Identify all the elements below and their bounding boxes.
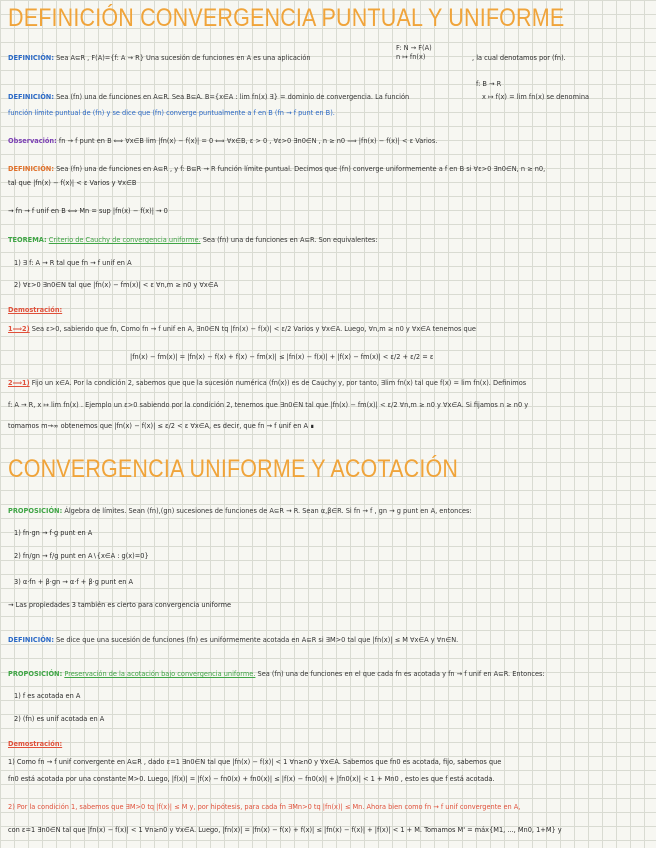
teorema-cauchy <box>8 235 648 246</box>
definicion-label: DEFINICIÓN: <box>8 93 54 101</box>
map-formula <box>396 44 432 62</box>
definicion-text: Se dice que una sucesión de funciones (fn) es uniformemente acotada en A⊆R si ∃M>0 tal que |fn(x)| ≤ M ∀x∈A y ∀n∈N. <box>56 636 459 644</box>
limit-map-line-1: f: B → R <box>476 80 502 88</box>
teorema-title: Criterio de Cauchy de convergencia uniforme. <box>48 236 201 244</box>
proof-step-tag: 1⟹2) <box>8 325 30 333</box>
demostracion-2-p1b: fn0 está acotada por una constante M>0. Luego, |f(x)| = |f(x) − fn0(x) + fn0(x)| ≤ |f(x) − fn0(x)| + |fn0(x)| < 1 + Mn0 , esto es que f está acotada. <box>8 775 495 783</box>
demostracion-2-1-end: tomamos m→∞ obtenemos que |fn(x) − f(x)| ≤ ε/2 < ε ∀x∈A, es decir, que fn → f unif en A ∎ <box>8 422 315 430</box>
proposicion-text: Álgebra de límites. Sean (fn),(gn) sucesiones de funciones de A⊆R → R. Sean α,β∈R. Si fn → f , gn → g punt en A, entonces: <box>64 507 472 515</box>
map-line-2: n ↦ fn(x) <box>396 53 426 61</box>
observacion-text: fn → f punt en B ⟺ ∀x∈B lim |fn(x) − f(x)| = 0 ⟺ ∀x∈B, ε > 0 , ∀ε>0 ∃n0∈N , n ≥ n0 ⟹ |fn(x) − f(x)| < ε Varios. <box>58 137 438 145</box>
map-line-1: F: N → F(A) <box>396 44 432 52</box>
definicion-label: DEFINICIÓN: <box>8 165 54 173</box>
teorema-item-2: 2) ∀ε>0 ∃n0∈N tal que |fn(x) − fm(x)| < ε ∀n,m ≥ n0 y ∀x∈A <box>14 281 219 289</box>
definicion-convergencia-uniforme <box>8 164 648 175</box>
definicion-tail: se denomina <box>546 93 590 101</box>
definicion-label: DEFINICIÓN: <box>8 636 54 644</box>
demostracion-label <box>8 739 648 750</box>
demostracion-2-p1: 1) Como fn → f unif convergente en A⊆R , dado ε=1 ∃n0∈N tal que |fn(x) − f(x)| < 1 ∀n≥n0 y ∀x∈A. Sabemos que fn0 es acotada, fijo, sabemos que <box>8 758 502 766</box>
proposicion-label: PROPOSICIÓN: <box>8 670 63 678</box>
proof-equation: |fn(x) − fm(x)| = |fn(x) − f(x) + f(x) − fm(x)| ≤ |fn(x) − f(x)| + |f(x) − fm(x)| < ε/2 + ε/2 = ε <box>130 353 434 361</box>
proposicion-title: Preservación de la acotación bajo convergencia uniforme. <box>64 670 256 678</box>
definicion-uniformemente-acotada <box>8 635 648 646</box>
definicion-text: Sea (fn) una de funciones en A⊆R , y f: B⊆R → R función límite puntual. Decimos que (fn) converge uniformemente a f en B si ∀ε>0 ∃n0∈N, n ≥ n0, <box>56 165 546 173</box>
section-title-convergencia-puntual-uniforme: DEFINICIÓN CONVERGENCIA PUNTUAL Y UNIFORME <box>8 4 565 32</box>
definicion-label: DEFINICIÓN: <box>8 54 54 62</box>
proposicion-algebra-limites <box>8 506 648 517</box>
limit-map-inline <box>482 92 652 103</box>
proof-step-text: Fijo un x∈A. Por la condición 2, sabemos que que la sucesión numérica (fn(x)) es de Cauchy y, por tanto, ∃lim fn(x) tal que f(x) = lim fn(x). Definimos <box>31 379 527 387</box>
demostracion-1-2 <box>8 324 648 335</box>
definicion-text: Sea (fn) una de funciones en A⊆R. Sea B⊆A. B={x∈A : lim fn(x) ∃} = dominio de convergencia. La función <box>56 93 410 101</box>
demostracion-2-1-cont <box>8 400 648 411</box>
proof-map: f: A → R, x ↦ lim fn(x) <box>8 401 79 409</box>
demostracion-2-p2 <box>8 802 648 813</box>
teorema-text: Sea (fn) una de funciones en A⊆R. Son equivalentes: <box>202 236 378 244</box>
limit-map-formula <box>476 80 501 89</box>
proposicion-item-1: 1) f es acotada en A <box>14 692 81 700</box>
observacion <box>8 136 648 147</box>
proposicion-item-1: 1) fn·gn → f·g punt en A <box>14 529 93 537</box>
demostracion-label <box>8 305 648 316</box>
definicion-limite-puntual <box>8 92 478 103</box>
definicion-tail: , la cual denotamos por (fn). <box>472 54 566 62</box>
definicion-convergencia-uniforme-cont: tal que |fn(x) − f(x)| < ε Varios y ∀x∈B <box>8 179 137 187</box>
teorema-label: TEOREMA: <box>8 236 47 244</box>
proof-step-text: Sea ε>0, sabiendo que fn, Como fn → f unif en A, ∃n0∈N tq |fn(x) − f(x)| < ε/2 Varios y ∀x∈A. Luego, ∀n,m ≥ n0 y ∀x∈A tenemos que <box>31 325 476 333</box>
proposicion-item-2: 2) (fn) es unif acotada en A <box>14 715 105 723</box>
demostracion-2-1 <box>8 378 648 389</box>
demostracion-title: Demostración: <box>8 306 63 314</box>
proposicion-preservacion-acotacion <box>8 669 648 680</box>
proposicion-text: Sea (fn) una de funciones en el que cada fn es acotada y fn → f unif en A⊆R. Entonces: <box>257 670 545 678</box>
section-title-convergencia-uniforme-acotacion: CONVERGENCIA UNIFORME Y ACOTACIÓN <box>8 455 459 483</box>
definicion-limite-puntual-cont <box>8 108 648 119</box>
proposicion-item-2: 2) fn/gn → f/g punt en A∖{x∈A : g(x)=0} <box>14 552 149 560</box>
limit-map-line-2: x ↦ f(x) = lim fn(x) <box>482 93 545 101</box>
demostracion-2-p2b: con ε=1 ∃n0∈N tal que |fn(x) − f(x)| < 1 ∀n≥n0 y ∀x∈A. Luego, |fn(x)| = |fn(x) − f(x) + f(x)| ≤ |fn(x) − f(x)| + |f(x)| < 1 + M. Tomamos M' = máx{M1, ..., Mn0, 1+M} y <box>8 826 562 834</box>
proof-step-tag: 2⟹1) <box>8 379 30 387</box>
proof-step-text: 2) Por la condición 1, sabemos que ∃M>0 tq |f(x)| ≤ M y, por hipótesis, para cada fn ∃Mn>0 tq |fn(x)| ≤ Mn. Ahora bien como fn → f unif convergente en A, <box>8 803 521 811</box>
definicion-text: Sea A⊆R , F(A)={f: A → R} Una sucesión de funciones en A es una aplicación <box>56 54 311 62</box>
proof-cont: . Ejemplo un ε>0 sabiendo por la condición 2, tenemos que ∃n0∈N tal que |fn(x) − fm(x)| < ε/2 ∀n,m ≥ n0 y ∀x∈A. Si fijamos n ≥ n0 y <box>80 401 529 409</box>
proposicion-item-3: 3) α·fn + β·gn → α·f + β·g punt en A <box>14 578 134 586</box>
proposicion-note: → Las propiedades 3 también es cierto para convergencia uniforme <box>8 601 232 609</box>
demostracion-title: Demostración: <box>8 740 63 748</box>
observacion-label: Observación: <box>8 137 57 145</box>
uniform-criterion-arrow: → fn → f unif en B ⟺ Mn = sup |fn(x) − f(x)| → 0 <box>8 207 168 215</box>
definicion-cont: función límite puntual de (fn) y se dice que (fn) converge puntualmente a f en B (fn → f punt en B). <box>8 109 335 117</box>
proposicion-label: PROPOSICIÓN: <box>8 507 63 515</box>
teorema-item-1: 1) ∃ f: A → R tal que fn → f unif en A <box>14 259 132 267</box>
